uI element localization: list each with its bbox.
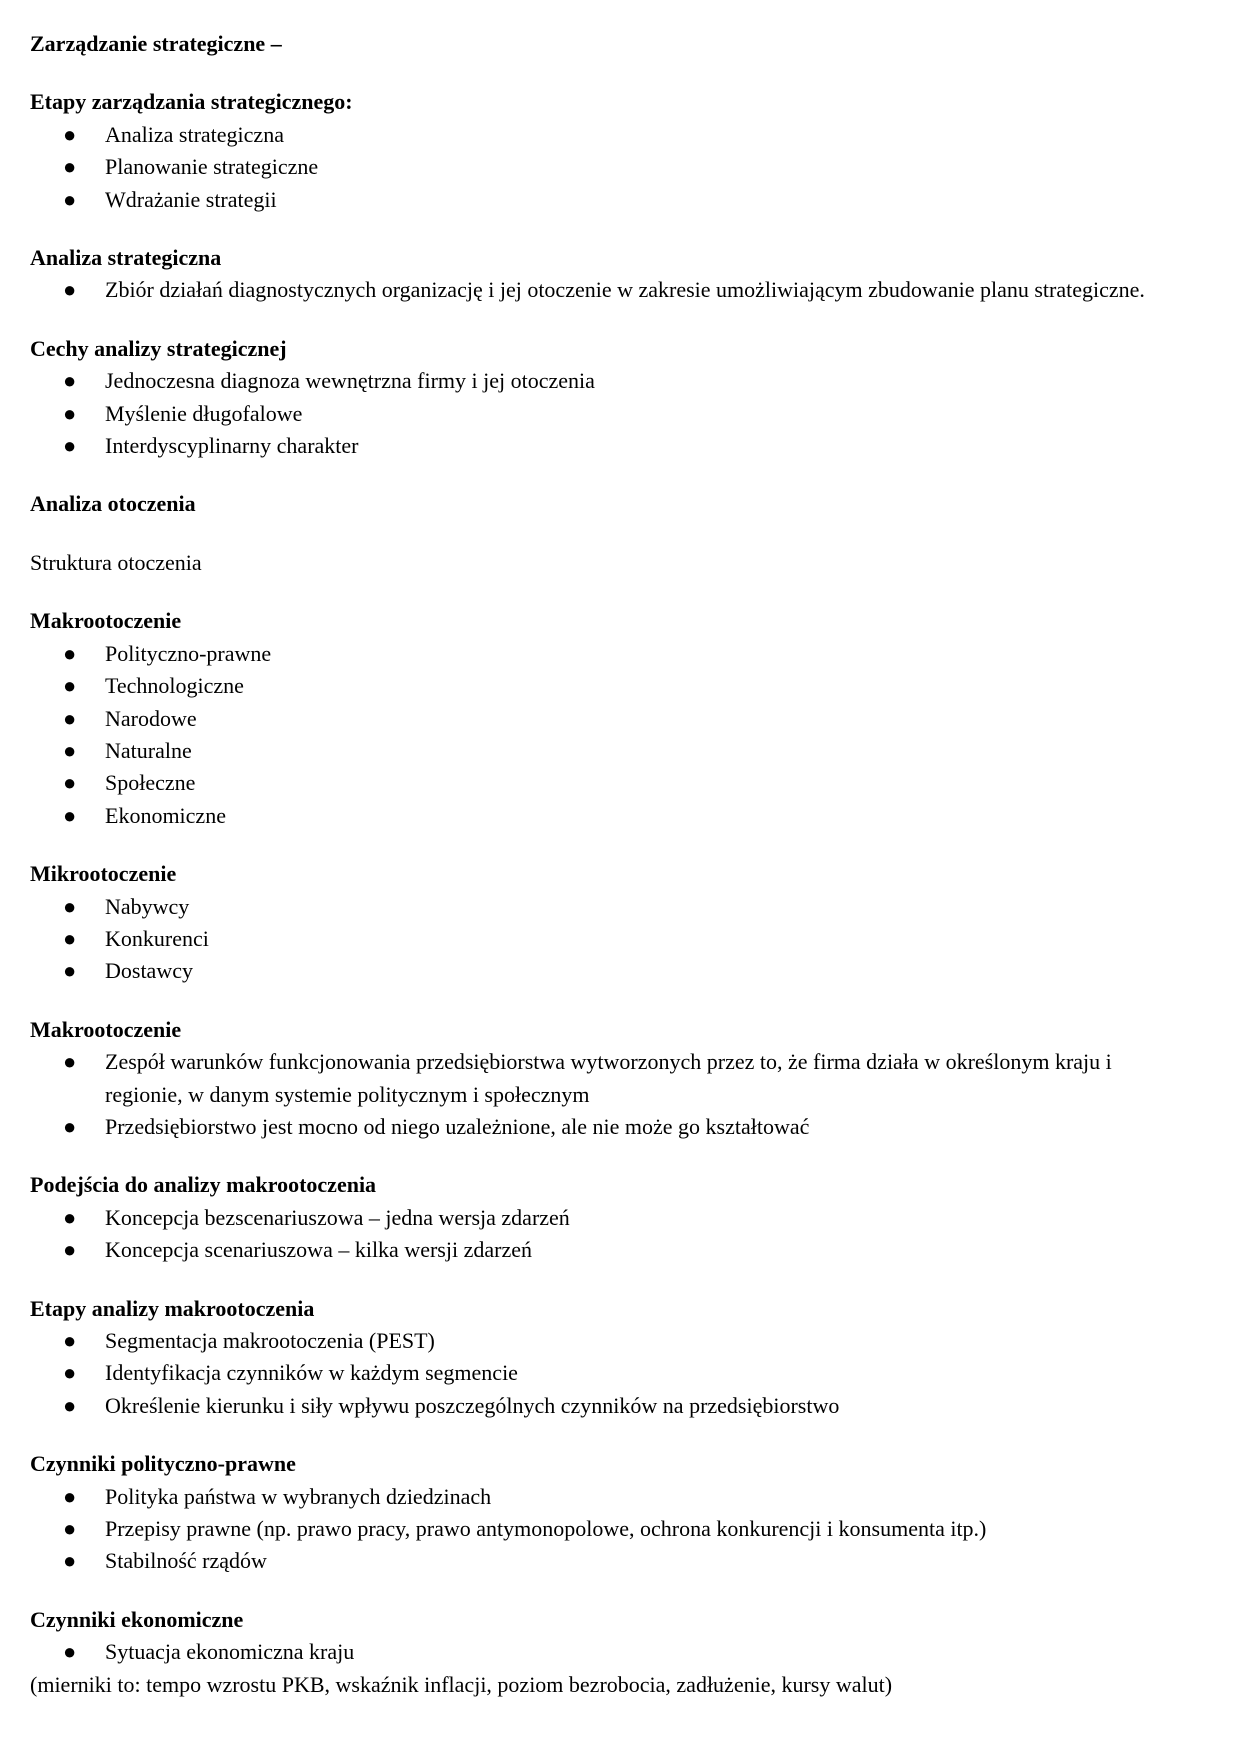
section <box>30 333 1190 463</box>
bullet-icon: ● <box>63 186 77 212</box>
list-item-text: Analiza strategiczna <box>105 121 284 147</box>
list-item <box>30 430 1190 462</box>
bullet-icon: ● <box>63 400 77 426</box>
section-heading: Cechy analizy strategicznej <box>30 335 287 361</box>
list-item <box>30 1636 1190 1668</box>
bullet-icon: ● <box>63 1639 77 1665</box>
bullet-list <box>30 1325 1190 1422</box>
list-item-text: Technologiczne <box>105 673 244 699</box>
list-item-text: Dostawcy <box>105 958 193 984</box>
list-item-text: Przepisy prawne (np. prawo pracy, prawo antymonopolowe, ochrona konkurencji i konsumenta itp.) <box>105 1516 987 1542</box>
list-item-text: Ekonomiczne <box>105 802 226 828</box>
list-item <box>30 365 1190 397</box>
list-item <box>30 398 1190 430</box>
section-heading: Zarządzanie strategiczne – <box>30 31 282 56</box>
list-item <box>30 1513 1190 1545</box>
list-item-text: Koncepcja bezscenariuszowa – jedna wersja zdarzeń <box>105 1204 570 1230</box>
bullet-icon: ● <box>63 737 77 763</box>
bullet-icon: ● <box>63 154 77 180</box>
list-item-text: Stabilność rządów <box>105 1548 267 1574</box>
list-item-text: Sytuacja ekonomiczna kraju <box>105 1639 355 1665</box>
bullet-icon: ● <box>63 368 77 394</box>
bullet-list <box>30 119 1190 216</box>
section <box>30 86 1190 216</box>
list-item-text: Polityka państwa w wybranych dziedzinach <box>105 1483 492 1509</box>
document-body <box>30 28 1190 1701</box>
section <box>30 488 1190 520</box>
section <box>30 547 1190 579</box>
list-item <box>30 1325 1190 1357</box>
list-item <box>30 1234 1190 1266</box>
list-item-text: Nabywcy <box>105 893 190 919</box>
section-heading: Analiza strategiczna <box>30 245 222 271</box>
section-heading: Czynniki polityczno-prawne <box>30 1451 296 1477</box>
list-item <box>30 1046 1190 1111</box>
bullet-list <box>30 365 1190 462</box>
section-heading: Podejścia do analizy makrootoczenia <box>30 1172 377 1198</box>
list-item <box>30 1357 1190 1389</box>
section-heading: Etapy zarządzania strategicznego: <box>30 89 353 115</box>
bullet-icon: ● <box>63 1483 77 1509</box>
list-item-text: Jednoczesna diagnoza wewnętrzna firmy i jej otoczenia <box>105 368 595 394</box>
section <box>30 1169 1190 1266</box>
section-heading: Czynniki ekonomiczne <box>30 1606 244 1632</box>
bullet-icon: ● <box>63 958 77 984</box>
bullet-icon: ● <box>63 1237 77 1263</box>
section-heading: Analiza otoczenia <box>30 491 196 517</box>
list-item-text: Interdyscyplinarny charakter <box>105 433 359 459</box>
list-item-text: Konkurenci <box>105 925 209 951</box>
note-paragraph: (mierniki to: tempo wzrostu PKB, wskaźnik inflacji, poziom bezrobocia, zadłużenie, kursy walut) <box>30 1671 893 1697</box>
section <box>30 605 1190 832</box>
list-item <box>30 184 1190 216</box>
bullet-icon: ● <box>63 1548 77 1574</box>
list-item-text: Społeczne <box>105 770 196 796</box>
list-item <box>30 1202 1190 1234</box>
list-item-text: Wdrażanie strategii <box>105 186 277 212</box>
list-item-text: Przedsiębiorstwo jest mocno od niego uzależnione, ale nie może go kształtować <box>105 1113 810 1139</box>
bullet-icon: ● <box>63 1204 77 1230</box>
list-item <box>30 735 1190 767</box>
list-item-text: Określenie kierunku i siły wpływu poszczególnych czynników na przedsiębiorstwo <box>105 1392 840 1418</box>
list-item <box>30 151 1190 183</box>
list-item <box>30 1481 1190 1513</box>
bullet-list <box>30 638 1190 832</box>
section <box>30 1448 1190 1578</box>
bullet-icon: ● <box>63 893 77 919</box>
bullet-icon: ● <box>63 277 77 303</box>
list-item <box>30 1545 1190 1577</box>
bullet-list <box>30 1481 1190 1578</box>
bullet-list <box>30 274 1190 306</box>
list-item <box>30 955 1190 987</box>
list-item-text: Identyfikacja czynników w każdym segmencie <box>105 1360 518 1386</box>
section <box>30 858 1190 988</box>
section-heading: Mikrootoczenie <box>30 861 177 887</box>
bullet-icon: ● <box>63 1049 77 1075</box>
bullet-icon: ● <box>63 433 77 459</box>
bullet-list <box>30 891 1190 988</box>
list-item-text: Planowanie strategiczne <box>105 154 319 180</box>
paragraph: Struktura otoczenia <box>30 549 202 575</box>
bullet-list <box>30 1636 1190 1668</box>
bullet-icon: ● <box>63 802 77 828</box>
list-item <box>30 703 1190 735</box>
bullet-icon: ● <box>63 1392 77 1418</box>
list-item-text: Naturalne <box>105 737 192 763</box>
bullet-list <box>30 1202 1190 1267</box>
list-item-text: Zespół warunków funkcjonowania przedsiębiorstwa wytworzonych przez to, że firma działa w określonym kraju i regionie, w danym systemie politycznym i społecznym <box>105 1049 1112 1107</box>
list-item-text: Polityczno-prawne <box>105 640 272 666</box>
list-item-text: Myślenie długofalowe <box>105 400 303 426</box>
list-item <box>30 119 1190 151</box>
list-item <box>30 638 1190 670</box>
bullet-icon: ● <box>63 1113 77 1139</box>
list-item <box>30 670 1190 702</box>
list-item <box>30 767 1190 799</box>
list-item <box>30 1390 1190 1422</box>
bullet-icon: ● <box>63 705 77 731</box>
list-item-text: Zbiór działań diagnostycznych organizację i jej otoczenie w zakresie umożliwiającym zbudowanie planu strategiczne. <box>105 277 1145 303</box>
section-heading: Makrootoczenie <box>30 608 182 634</box>
bullet-list <box>30 1046 1190 1143</box>
bullet-icon: ● <box>63 673 77 699</box>
bullet-icon: ● <box>63 1360 77 1386</box>
bullet-icon: ● <box>63 770 77 796</box>
bullet-icon: ● <box>63 121 77 147</box>
section <box>30 1604 1190 1701</box>
bullet-icon: ● <box>63 1328 77 1353</box>
bullet-icon: ● <box>63 640 77 666</box>
list-item <box>30 800 1190 832</box>
section <box>30 28 1190 60</box>
section <box>30 1293 1190 1423</box>
section-heading: Makrootoczenie <box>30 1016 182 1042</box>
list-item-text: Koncepcja scenariuszowa – kilka wersji zdarzeń <box>105 1237 532 1263</box>
list-item-text: Narodowe <box>105 705 197 731</box>
section-heading: Etapy analizy makrootoczenia <box>30 1295 315 1321</box>
list-item-text: Segmentacja makrootoczenia (PEST) <box>105 1328 435 1353</box>
list-item <box>30 1111 1190 1143</box>
section <box>30 242 1190 307</box>
list-item <box>30 274 1190 306</box>
list-item <box>30 923 1190 955</box>
bullet-icon: ● <box>63 1516 77 1542</box>
section <box>30 1014 1190 1144</box>
bullet-icon: ● <box>63 925 77 951</box>
list-item <box>30 891 1190 923</box>
